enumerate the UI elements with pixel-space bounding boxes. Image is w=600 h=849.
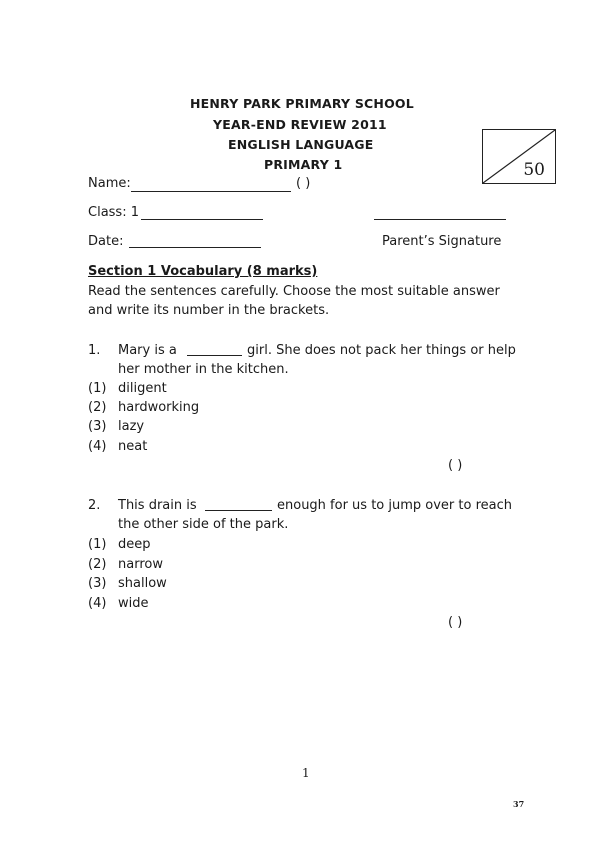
corner-mark: 37 [513, 799, 525, 809]
question-number: 2. [88, 498, 101, 513]
option-number: (1) [88, 537, 107, 552]
question-text: This drain is [118, 498, 197, 513]
score-box [482, 129, 556, 184]
section-instruction-2: and write its number in the brackets. [88, 303, 330, 318]
class-field[interactable] [141, 219, 263, 220]
question-text: enough for us to jump over to reach [277, 498, 513, 513]
level-title: PRIMARY 1 [264, 157, 343, 172]
answer-bracket[interactable]: ( ) [448, 458, 463, 473]
question-text: girl. She does not pack her things or help [247, 343, 516, 358]
question-text: the other side of the park. [118, 517, 289, 532]
question-number: 1. [88, 343, 101, 358]
question-blank[interactable] [205, 510, 272, 511]
option-number: (1) [88, 381, 107, 396]
option-text: lazy [118, 419, 145, 434]
subject-title: ENGLISH LANGUAGE [228, 137, 374, 152]
option-number: (3) [88, 419, 107, 434]
answer-bracket[interactable]: ( ) [448, 615, 463, 630]
class-label: Class: 1 [88, 205, 139, 220]
register-number-bracket: ( ) [296, 176, 311, 191]
option-text: diligent [118, 381, 167, 396]
option-number: (2) [88, 400, 107, 415]
option-text: hardworking [118, 400, 200, 415]
section-instruction-1: Read the sentences carefully. Choose the most suitable answer [88, 284, 500, 299]
section-title: Section 1 Vocabulary (8 marks) [88, 264, 318, 279]
name-label: Name: [88, 176, 131, 191]
date-field[interactable] [129, 247, 261, 248]
question-blank[interactable] [187, 355, 242, 356]
option-text: deep [118, 537, 151, 552]
exam-title: YEAR-END REVIEW 2011 [213, 117, 387, 132]
option-text: wide [118, 596, 149, 611]
option-text: neat [118, 439, 148, 454]
school-name: HENRY PARK PRIMARY SCHOOL [190, 96, 414, 111]
date-label: Date: [88, 234, 124, 249]
option-number: (4) [88, 439, 107, 454]
score-total: 50 [523, 160, 545, 180]
option-number: (2) [88, 557, 107, 572]
parent-signature-line[interactable] [374, 219, 506, 220]
option-number: (4) [88, 596, 107, 611]
option-text: narrow [118, 557, 163, 572]
page-number: 1 [302, 766, 310, 780]
option-number: (3) [88, 576, 107, 591]
question-text: her mother in the kitchen. [118, 362, 289, 377]
name-field[interactable] [131, 191, 291, 192]
option-text: shallow [118, 576, 167, 591]
parent-signature-label: Parent’s Signature [382, 234, 502, 249]
question-text: Mary is a [118, 343, 177, 358]
